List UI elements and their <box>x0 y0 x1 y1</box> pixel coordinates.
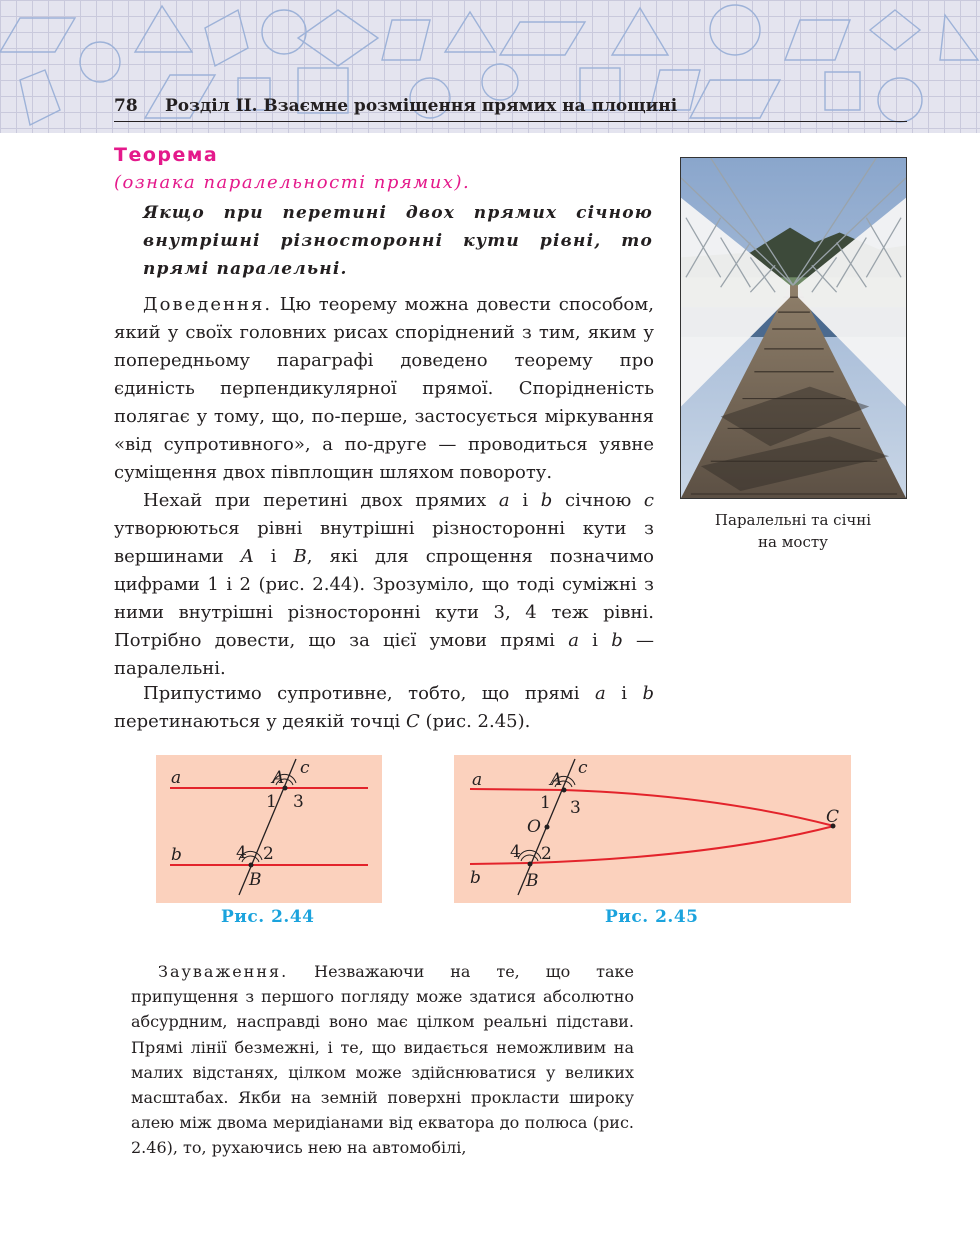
point-B <box>249 863 254 868</box>
page-number: 78 <box>114 96 138 116</box>
photo-caption: Паралельні та січні на мосту <box>714 511 872 551</box>
var-a: a <box>498 490 510 511</box>
label-A: A <box>550 770 563 790</box>
label-a: a <box>472 770 483 790</box>
figure-2-44-caption: Рис. 2.44 <box>221 907 315 927</box>
label-4: 4 <box>510 842 521 862</box>
label-b: b <box>470 868 481 888</box>
label-c: c <box>578 758 588 778</box>
label-3: 3 <box>293 792 304 812</box>
proof-lead: Доведення. <box>143 294 273 315</box>
label-C: C <box>826 807 840 827</box>
point-O <box>545 825 550 830</box>
proof-text: Цю теорему можна довести способом, який у своїх головних рисах споріднений з тим, яким у попередньому параграфі доведено теорему про єдиність перпендикулярної прямої. Спорідненість полягає у тому, що, по-перше, застосується міркування «від супротивного», а по-друге — проводиться уявне суміщення двох півплощин шляхом повороту. <box>114 294 654 483</box>
remark-paragraph <box>131 959 634 1161</box>
var-a: a <box>568 630 579 651</box>
label-2: 2 <box>541 844 552 864</box>
proof-paragraph-3: Припустимо супротивне, тобто, що прямі a і b перетинаються у деякій точці C (рис. 2.45). <box>114 683 654 732</box>
figure-2-45-caption: Рис. 2.45 <box>605 907 699 927</box>
var-b: b <box>642 683 654 704</box>
figure-2-44-diagram <box>156 755 382 903</box>
remark-text: Незважаючи на те, що таке припущення з першого погляду може здатися абсолютно абсурдним, насправді воно має цілком реальні підстави. Прямі лінії безмежні, і те, що видається неможливим на малих відстанях, цілком може здійснюватися у великих масштабах. Якби на земній поверхні прокласти широку алею між двома меридіанами від екватора до полюса (рис. 2.46), то, рухаючись нею на автомобілі, <box>131 962 634 1158</box>
theorem-subtitle: (ознака паралельності прямих). <box>114 172 471 193</box>
chapter-title: Розділ II. Взаємне розміщення прямих на площині <box>165 96 678 116</box>
label-A: A <box>272 768 285 788</box>
header-rule <box>114 121 907 122</box>
label-3: 3 <box>570 798 581 818</box>
line-b <box>470 826 834 864</box>
var-c: c <box>643 490 655 511</box>
var-a: a <box>594 683 606 704</box>
var-A: A <box>240 546 254 567</box>
theorem-statement: Якщо при перетині двох прямих січною внутрішні різносторонні кути рівні, то прямі паралельні. <box>143 203 653 279</box>
header-band <box>0 0 980 133</box>
label-B: B <box>526 871 539 891</box>
bridge-photo <box>680 157 907 499</box>
label-4: 4 <box>236 843 247 863</box>
label-c: c <box>300 758 310 778</box>
label-B: B <box>249 870 262 890</box>
figure-2-45-diagram <box>454 755 851 903</box>
figure-2-45 <box>454 755 851 903</box>
var-C: C <box>405 711 420 732</box>
figure-2-44 <box>156 755 382 903</box>
label-O: O <box>527 817 541 837</box>
var-b: b <box>611 630 623 651</box>
proof-paragraph-2: Нехай при перетині двох прямих a і b січною c утворюються рівні внутрішні різносторонні кути з вершинами A і B, які для спрощення позначимо цифрами 1 і 2 (рис. 2.44). Зрозуміло, що тоді суміжні з ними внутрішні різносторонні кути 3, 4 теж рівні. Потрібно довести, що за цієї умови прямі a і b — паралельні. <box>114 490 655 679</box>
label-1: 1 <box>540 793 551 813</box>
var-b: b <box>540 490 553 511</box>
label-b: b <box>171 845 182 865</box>
theorem-heading: Теорема <box>114 144 219 166</box>
label-a: a <box>171 768 182 788</box>
var-B: B <box>293 546 307 567</box>
label-2: 2 <box>263 844 274 864</box>
line-a <box>470 789 834 826</box>
remark-lead: Зауваження. <box>158 962 289 981</box>
proof-paragraph-1 <box>114 291 654 487</box>
label-1: 1 <box>266 792 277 812</box>
point-B <box>528 862 533 867</box>
